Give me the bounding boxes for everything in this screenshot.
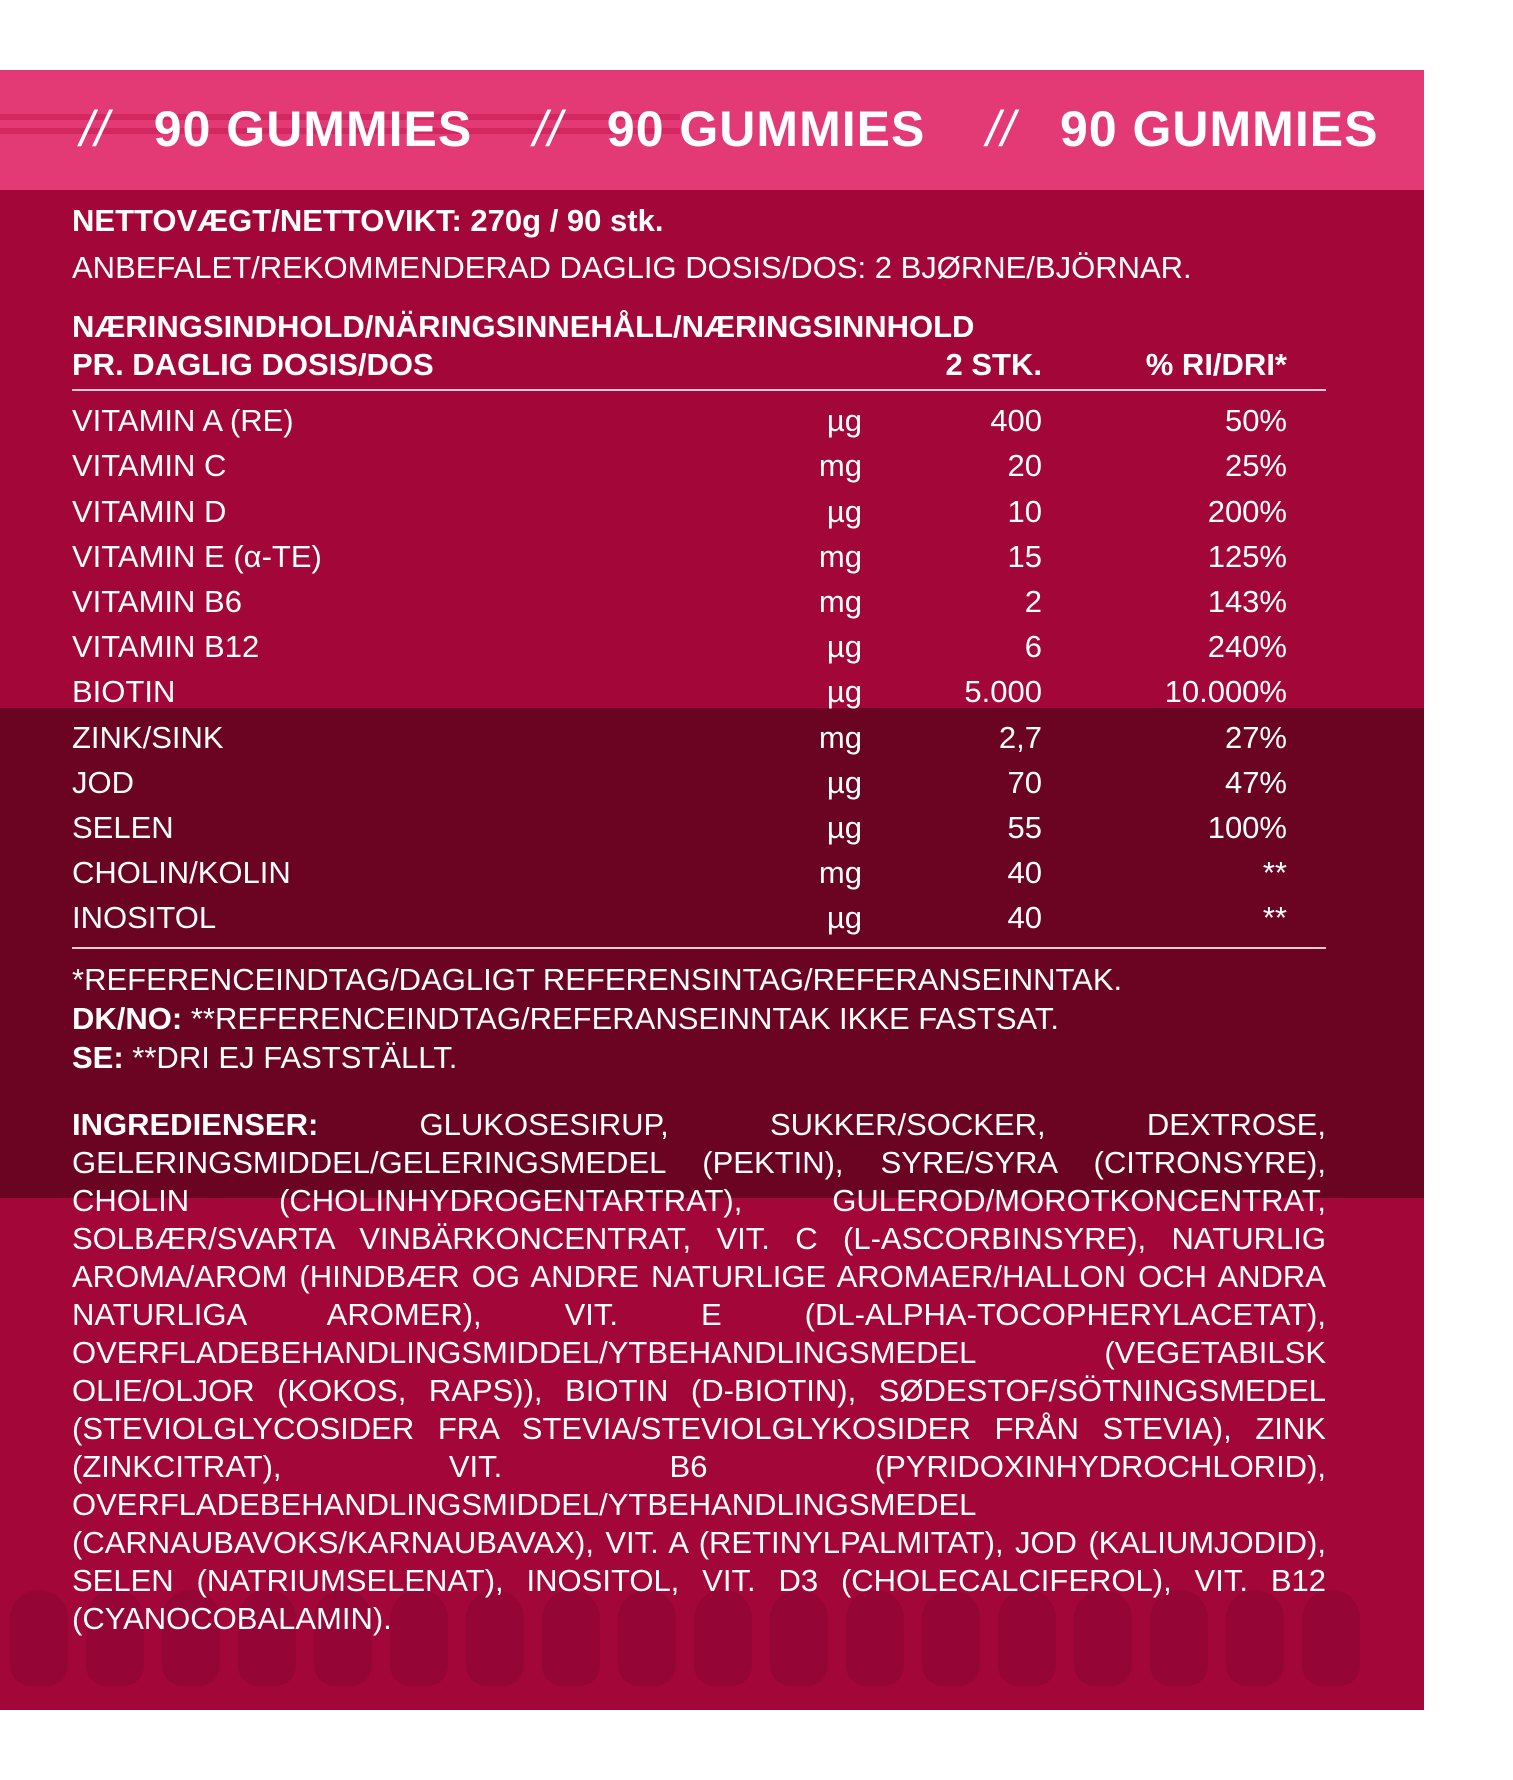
nutrient-unit: mg — [818, 583, 862, 619]
table-row — [72, 761, 1326, 806]
nutrient-ri: 27% — [1224, 719, 1287, 755]
table-row — [72, 580, 1326, 625]
nutrient-ri: 50% — [1224, 403, 1287, 439]
banner-separator: // — [1439, 101, 1470, 157]
nutrient-amount: 15 — [1007, 538, 1042, 574]
banner-item: 90 GUMMIES — [153, 101, 473, 157]
nutrient-ri: 143% — [1207, 583, 1287, 619]
table-row — [72, 715, 1326, 760]
table-row — [72, 444, 1326, 489]
nutrient-amount: 5.000 — [964, 674, 1042, 710]
table-row — [72, 399, 1326, 444]
table-row — [72, 625, 1326, 670]
nutrient-amount: 40 — [1007, 900, 1042, 936]
nutrient-ri: 47% — [1224, 764, 1287, 800]
ingredients-label: INGREDIENSER: — [72, 1106, 319, 1142]
nutrient-amount: 10 — [1007, 493, 1042, 529]
table-row — [72, 806, 1326, 851]
nutrient-amount: 20 — [1007, 448, 1042, 484]
nutrient-ri: ** — [1262, 855, 1287, 891]
table-row — [72, 489, 1326, 534]
nutrient-ri: 200% — [1207, 493, 1287, 529]
nutrient-ri: 240% — [1207, 629, 1287, 665]
nutrient-name: VITAMIN A (RE) — [72, 403, 294, 439]
nutrient-unit: µg — [826, 900, 862, 936]
nutrient-name: BIOTIN — [72, 674, 176, 710]
nutrient-ri: ** — [1262, 900, 1287, 936]
nutrient-name: CHOLIN/KOLIN — [72, 855, 291, 891]
nutrient-name: VITAMIN B6 — [72, 583, 242, 619]
nutrient-unit: µg — [826, 809, 862, 845]
banner-separator: // — [80, 101, 110, 157]
nutrient-amount: 400 — [990, 403, 1042, 439]
nutrition-heading: NÆRINGSINDHOLD/NÄRINGSINNEHÅLL/NÆRINGSINNHOLD — [72, 308, 975, 344]
unit-column-header — [712, 346, 862, 385]
table-row — [72, 670, 1326, 715]
nutrient-name: SELEN — [72, 809, 174, 845]
se-footnote — [72, 1039, 1326, 1078]
net-weight: NETTOVÆGT/NETTOVIKT: 270g / 90 stk. — [72, 203, 664, 238]
nutrient-name: VITAMIN C — [72, 448, 227, 484]
nutrient-unit: µg — [826, 493, 862, 529]
ingredients-text: GLUKOSESIRUP, SUKKER/SOCKER, DEXTROSE, GELERINGSMIDDEL/GELERINGSMEDEL (PEKTIN), SYRE/SYRA (CITRONSYRE), CHOLIN (CHOLINHYDROGENTARTRAT), GULEROD/MOROTKONCENTRAT, SOLBÆR/SVARTA VINBÄRKONCENTRAT, VIT. C (L-ASCORBINSYRE), NATURLIG AROMA/AROM (HINDBÆR OG ANDRE NATURLIGE AROMAER/HALLON OCH ANDRA NATURLIGA AROMER), VIT. E (DL-ALPHA-TOCOPHERYLACETAT), OVERFLADEBEHANDLINGSMIDDEL/YTBEHANDLINGSMEDEL (VEGETABILSK OLIE/OLJOR (KOKOS, RAPS)), BIOTIN (D-BIOTIN), SØDESTOF/SÖTNINGSMEDEL (STEVIOLGLYCOSIDER FRA STEVIA/STEVIOLGLYKOSIDER FRÅN STEVIA), ZINK (ZINKCITRAT), VIT. B6 (PYRIDOXINHYDROCHLORID), OVERFLADEBEHANDLINGSMIDDEL/YTBEHANDLINGSMEDEL (CARNAUBAVOKS/KARNAUBAVAX), VIT. A (RETINYLPALMITAT), JOD (KALIUMJODID), SELEN (NATRIUMSELENAT), INOSITOL, VIT. D3 (CHOLECALCIFEROL), VIT. B12 (CYANOCOBALAMIN). — [72, 1106, 1326, 1636]
dkno-label: DK/NO: — [72, 1001, 183, 1036]
ri-column-header: % RI/DRI* — [1145, 347, 1287, 383]
nutrient-amount: 55 — [1007, 809, 1042, 845]
nutrient-name: VITAMIN D — [72, 493, 227, 529]
nutrient-unit: mg — [818, 855, 862, 891]
nutrition-subheading: PR. DAGLIG DOSIS/DOS — [72, 347, 434, 383]
nutrient-amount: 2,7 — [998, 719, 1042, 755]
nutrient-unit: µg — [826, 764, 862, 800]
ri-footnote: *REFERENCEINDTAG/DAGLIGT REFERENSINTAG/REFERANSEINNTAK. — [72, 962, 1123, 998]
table-row — [72, 851, 1326, 896]
banner-item: 90 GUMMIES — [1060, 101, 1379, 157]
se-text: **DRI EJ FASTSTÄLLT. — [123, 1039, 458, 1075]
nutrition-table-header — [72, 346, 1326, 391]
nutrient-name: JOD — [72, 764, 134, 800]
se-label: SE: — [72, 1039, 124, 1075]
nutrient-name: ZINK/SINK — [72, 719, 224, 755]
banner-text — [80, 100, 1513, 158]
nutrient-unit: mg — [818, 538, 862, 574]
nutrient-unit: mg — [818, 448, 862, 484]
nutrient-unit: µg — [826, 403, 862, 439]
table-row — [72, 896, 1326, 941]
nutrient-ri: 10.000% — [1164, 674, 1287, 710]
ingredients — [72, 1106, 1326, 1638]
table-row — [72, 535, 1326, 580]
nutrient-amount: 6 — [1024, 629, 1042, 665]
nutrient-unit: µg — [826, 629, 862, 665]
nutrient-ri: 25% — [1224, 448, 1287, 484]
banner-separator: // — [533, 101, 563, 157]
dkno-footnote — [72, 1000, 1326, 1039]
amount-column-header: 2 STK. — [945, 347, 1042, 383]
nutrient-amount: 70 — [1007, 764, 1042, 800]
label-panel — [0, 190, 1424, 1710]
dkno-text: **REFERENCEINDTAG/REFERANSEINNTAK IKKE FASTSAT. — [182, 1001, 1059, 1036]
bottom-strip — [0, 1710, 1424, 1780]
nutrient-name: VITAMIN E (α-TE) — [72, 538, 322, 574]
nutrient-unit: µg — [826, 674, 862, 710]
label-content — [72, 202, 1326, 1669]
nutrient-amount: 40 — [1007, 855, 1042, 891]
nutrient-amount: 2 — [1024, 583, 1042, 619]
nutrition-table-body — [72, 399, 1326, 949]
nutrient-ri: 100% — [1207, 809, 1287, 845]
banner-separator: // — [986, 101, 1017, 157]
nutrient-name: VITAMIN B12 — [72, 629, 260, 665]
nutrient-ri: 125% — [1207, 538, 1287, 574]
daily-dose: ANBEFALET/REKOMMENDERAD DAGLIG DOSIS/DOS: 2 BJØRNE/BJÖRNAR. — [72, 249, 1192, 285]
gummies-banner — [0, 70, 1470, 190]
nutrient-unit: mg — [818, 719, 862, 755]
nutrient-name: INOSITOL — [72, 900, 217, 936]
banner-item: 90 GUMMIES — [606, 101, 926, 157]
